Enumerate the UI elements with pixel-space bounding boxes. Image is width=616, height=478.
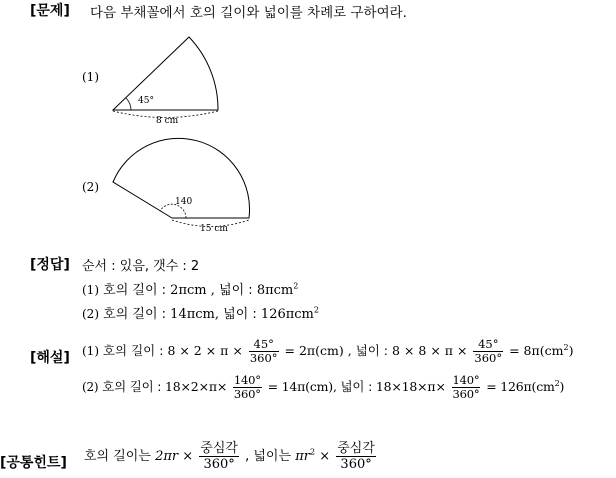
solution-1-arc-fraction: $\frac{45^\circ}{360^\circ}$ xyxy=(249,337,278,365)
figure-1-label: (1) xyxy=(82,70,99,84)
figure-2-label: (2) xyxy=(82,180,99,194)
answer-tag: [정답] xyxy=(30,257,70,273)
sector-2-angle-label: 140 xyxy=(175,197,193,207)
sector-2-radius-label: 15 cm xyxy=(200,224,228,234)
answer-item-2: (2) 호의 길이 : 14πcm, 넓이 : 126πcm$^2$ xyxy=(82,305,319,322)
solution-2-arc-fraction: $\frac{140^\circ}{360^\circ}$ xyxy=(233,373,261,401)
solution-2-area-fraction: $\frac{140^\circ}{360^\circ}$ xyxy=(452,373,480,401)
answer-meta: 순서 : 있음, 갯수 : 2 xyxy=(82,259,200,274)
solution-1-area-fraction: $\frac{45^\circ}{360^\circ}$ xyxy=(474,337,503,365)
solution-line-1: (1) 호의 길이 : 8 × 2 × π × $\frac{45^\circ}{360^\circ}$ = 2π(cm) , 넓이 : 8 × 8 × π × $\frac{45^\circ}{360^\circ}$ = $8\pi(cm^2)$ xyxy=(82,337,574,365)
problem-text: 다음 부채꼴에서 호의 길이와 넓이를 차례로 구하여라. xyxy=(90,5,407,21)
hint-tag: [공통힌트] xyxy=(0,455,67,471)
solution-tag: [해설] xyxy=(30,350,70,366)
sector-1-angle-label: 45° xyxy=(138,96,154,106)
solution-line-2: (2) 호의 길이 : 18×2×π× $\frac{140^\circ}{360^\circ}$ = 14π(cm), 넓이 : 18×18×π× $\frac{140^\circ}{360^\circ}$ = $126\pi(cm^2)$ xyxy=(82,373,565,401)
problem-tag: [문제] xyxy=(30,3,70,19)
hint-area-fraction: $\frac{\text{중심각}}{360^\circ}$ xyxy=(337,441,375,472)
answer-item-1: (1) 호의 길이 : 2πcm , 넓이 : 8πcm$^2$ xyxy=(82,281,299,298)
hint-line: 호의 길이는 2πr × $\frac{\text{중심각}}{360^\circ}$ , 넓이는 $\pi r^2$ × $\frac{\text{중심각}}{360^\circ}$ xyxy=(84,441,375,472)
sector-1-radius-label: 8 cm xyxy=(156,116,179,126)
hint-arc-fraction: $\frac{\text{중심각}}{360^\circ}$ xyxy=(200,441,238,472)
